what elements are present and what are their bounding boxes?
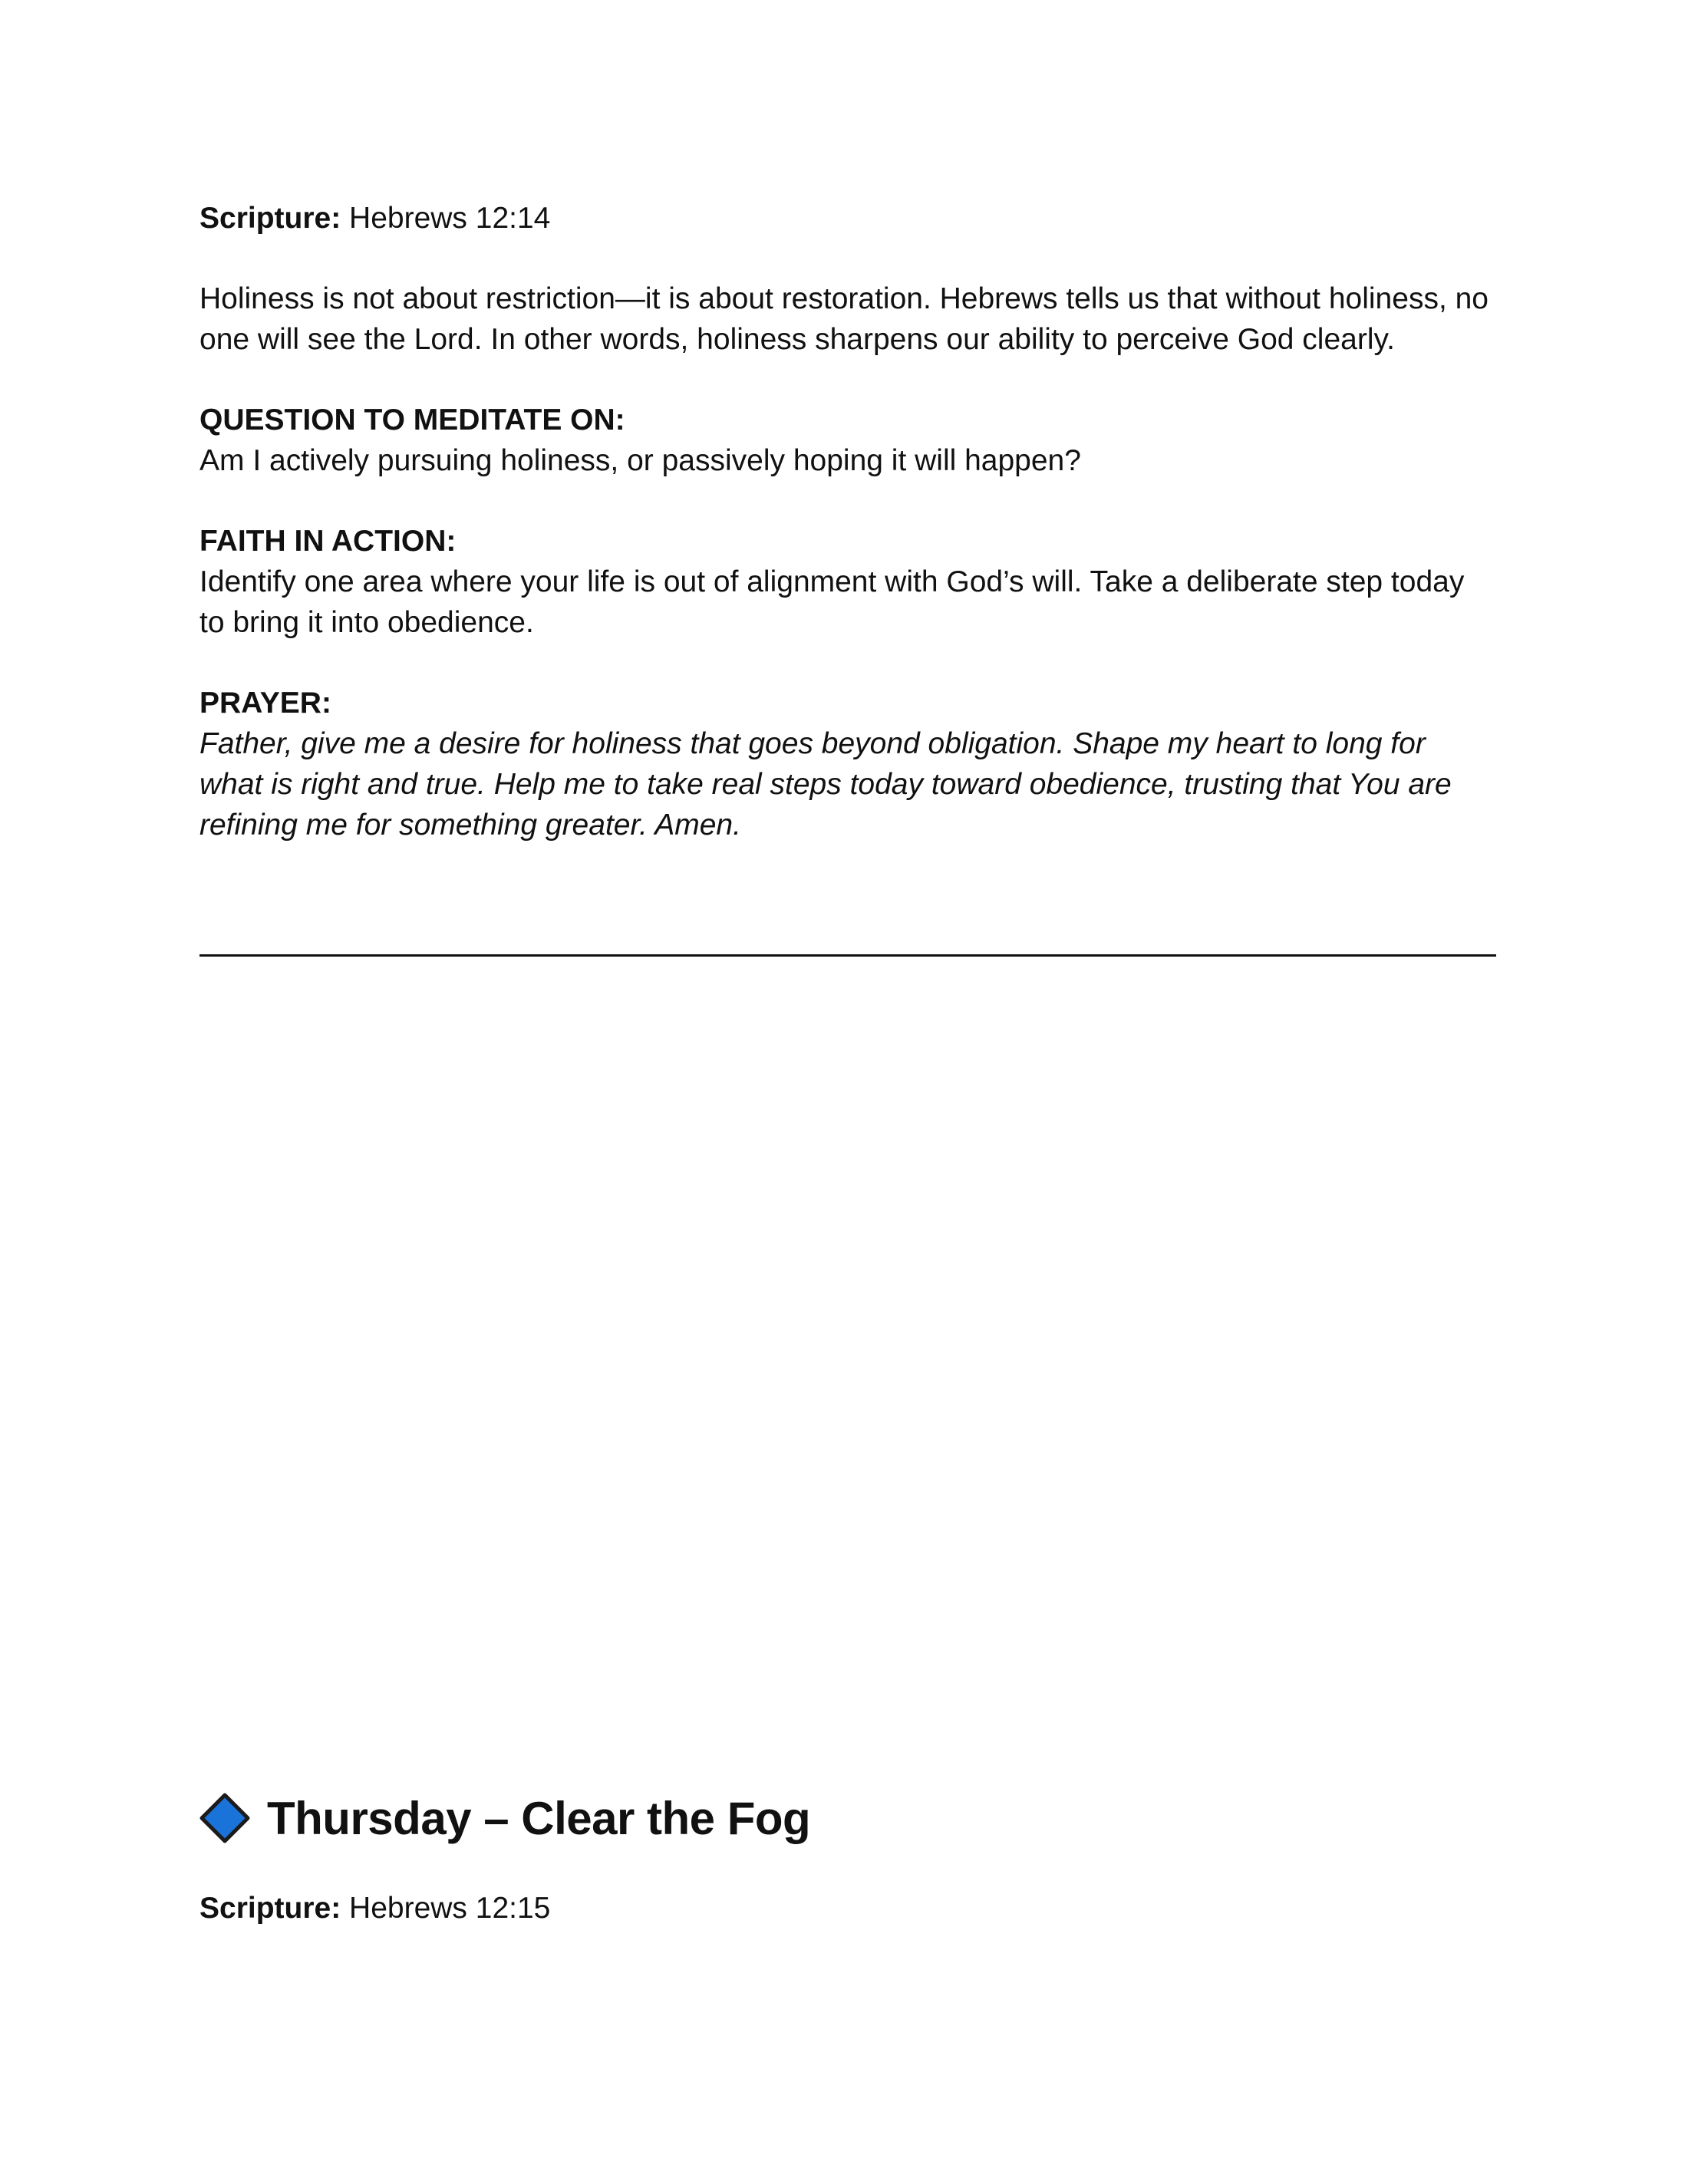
intro-paragraph: Holiness is not about restriction—it is about restoration. Hebrews tells us that without holiness, no one will see the Lord. In other words, holiness sharpens our ability to perceive God clearly. xyxy=(199,282,1489,356)
faith-in-action-text: Identify one area where your life is out of alignment with God’s will. Take a deliberate step today to bring it into obedience. xyxy=(199,565,1465,639)
question-text: Am I actively pursuing holiness, or passively hoping it will happen? xyxy=(199,444,1081,477)
thursday-title: Thursday – Clear the Fog xyxy=(267,1792,811,1844)
prayer-label: PRAYER: xyxy=(199,687,331,720)
scripture-label: Scripture: xyxy=(199,202,341,235)
thursday-heading xyxy=(199,1787,810,1849)
thursday-scripture-label: Scripture: xyxy=(199,1892,341,1925)
prayer-text: Father, give me a desire for holiness that goes beyond obligation. Shape my heart to long for what is right and true. Help me to take real steps today toward obedience, trusting that You are refining me for something greater. Amen. xyxy=(199,727,1452,842)
thursday-scripture-reference: Hebrews 12:15 xyxy=(349,1892,551,1925)
faith-in-action-label: FAITH IN ACTION: xyxy=(199,525,457,558)
thursday-scripture-line xyxy=(199,1888,550,1929)
scripture-line xyxy=(199,198,1496,239)
wednesday-section xyxy=(199,198,1496,845)
scripture-reference: Hebrews 12:14 xyxy=(349,202,551,235)
horizontal-divider xyxy=(199,954,1496,957)
blue-diamond-icon xyxy=(199,1793,250,1843)
question-label: QUESTION TO MEDITATE ON: xyxy=(199,404,625,436)
